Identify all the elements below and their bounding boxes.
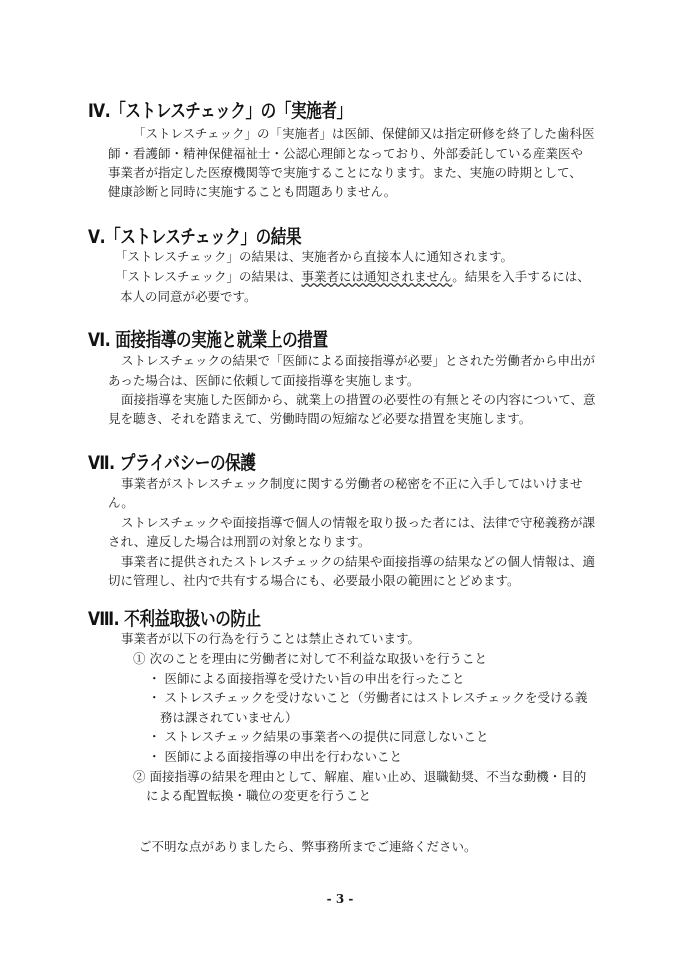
section-6-line-3: 面接指導を実施した医師から、就業上の措置の必要性の有無とその内容について、意 <box>121 392 596 407</box>
section-7-line-2: ん。 <box>108 495 134 510</box>
section-title-4: Ⅳ.「ストレスチェック」の「実施者」 <box>88 100 352 122</box>
section-7-line-5: 事業者に提供されたストレスチェックの結果や面接指導の結果などの個人情報は、適 <box>121 554 596 569</box>
section-8-bullet-1: ・ 医師による面接指導を受けたい旨の申出を行ったこと <box>148 671 465 686</box>
closing-message: ご不明な点がありましたら、弊事務所までご連絡ください。 <box>139 839 477 854</box>
section-4-line-1: 「ストレスチェック」の「実施者」は医師、保健師又は指定研修を終了した歯科医 <box>133 126 595 141</box>
section-8-bullet-4: ・ 医師による面接指導の申出を行わないこと <box>148 749 402 764</box>
section-title-7: Ⅶ. プライバシーの保護 <box>88 452 256 474</box>
section-8-item-2: ② 面接指導の結果を理由として、解雇、雇い止め、退職勧奨、不当な動機・目的 <box>133 769 587 784</box>
section-8-bullet-2-cont: 務は課されていません） <box>160 710 298 725</box>
section-7-line-3: ストレスチェックや面接指導で個人の情報を取り扱った者には、法律で守秘義務が課 <box>121 515 596 530</box>
section-title-5: Ⅴ.「ストレスチェック」の結果 <box>88 226 302 248</box>
section-title-6: Ⅵ. 面接指導の実施と就業上の措置 <box>88 329 328 351</box>
section-6-line-2: あった場合は、医師に依頼して面接指導を実施します。 <box>108 373 420 388</box>
section-4-line-2: 師・看護師・精神保健福祉士・公認心理師となっており、外部委託している産業医や <box>108 146 584 161</box>
underlined-notice: 事業者には通知されません <box>301 269 453 284</box>
section-5-line-3: 本人の同意が必要です。 <box>120 289 257 304</box>
page-number: - 3 - <box>326 892 354 906</box>
section-6-line-1: ストレスチェックの結果で「医師による面接指導が必要」とされた労働者から申出が <box>121 353 596 368</box>
section-4-line-3: 事業者が指定した医療機関等で実施することになります。また、実施の時期として、 <box>108 165 582 180</box>
section-8-item-1: ① 次のことを理由に労働者に対して不利益な取扱いを行うこと <box>133 651 487 666</box>
section-7-line-1: 事業者がストレスチェック制度に関する労働者の秘密を不正に入手してはいけませ <box>121 476 583 491</box>
section-7-line-4: され、違反した場合は刑罰の対象となります。 <box>108 534 371 549</box>
section-8-item-2-cont: による配置転換・職位の変更を行うこと <box>146 788 372 803</box>
section-5-line-1: 「ストレスチェック」の結果は、実施者から直接本人に通知されます。 <box>115 249 514 264</box>
section-8-bullet-2: ・ ストレスチェックを受けないこと（労働者にはストレスチェックを受ける義 <box>148 690 588 705</box>
section-5-line-2-post: 。結果を入手するには、 <box>452 269 590 284</box>
section-8-line-1: 事業者が以下の行為を行うことは禁止されています。 <box>121 631 421 646</box>
section-6-line-4: 見を聴き、それを踏まえて、労働時間の短縮など必要な措置を実施します。 <box>108 411 532 426</box>
section-7-line-6: 切に管理し、社内で共有する場合にも、必要最小限の範囲にとどめます。 <box>108 573 520 588</box>
section-title-8: Ⅷ. 不利益取扱いの防止 <box>88 608 261 630</box>
section-5-line-2 <box>115 268 590 286</box>
section-4-line-4: 健康診断と同時に実施することも問題ありません。 <box>108 184 397 199</box>
section-5-line-2-pre: 「ストレスチェック」の結果は、 <box>115 269 302 284</box>
section-8-bullet-3: ・ ストレスチェック結果の事業者への提供に同意しないこと <box>148 729 489 744</box>
